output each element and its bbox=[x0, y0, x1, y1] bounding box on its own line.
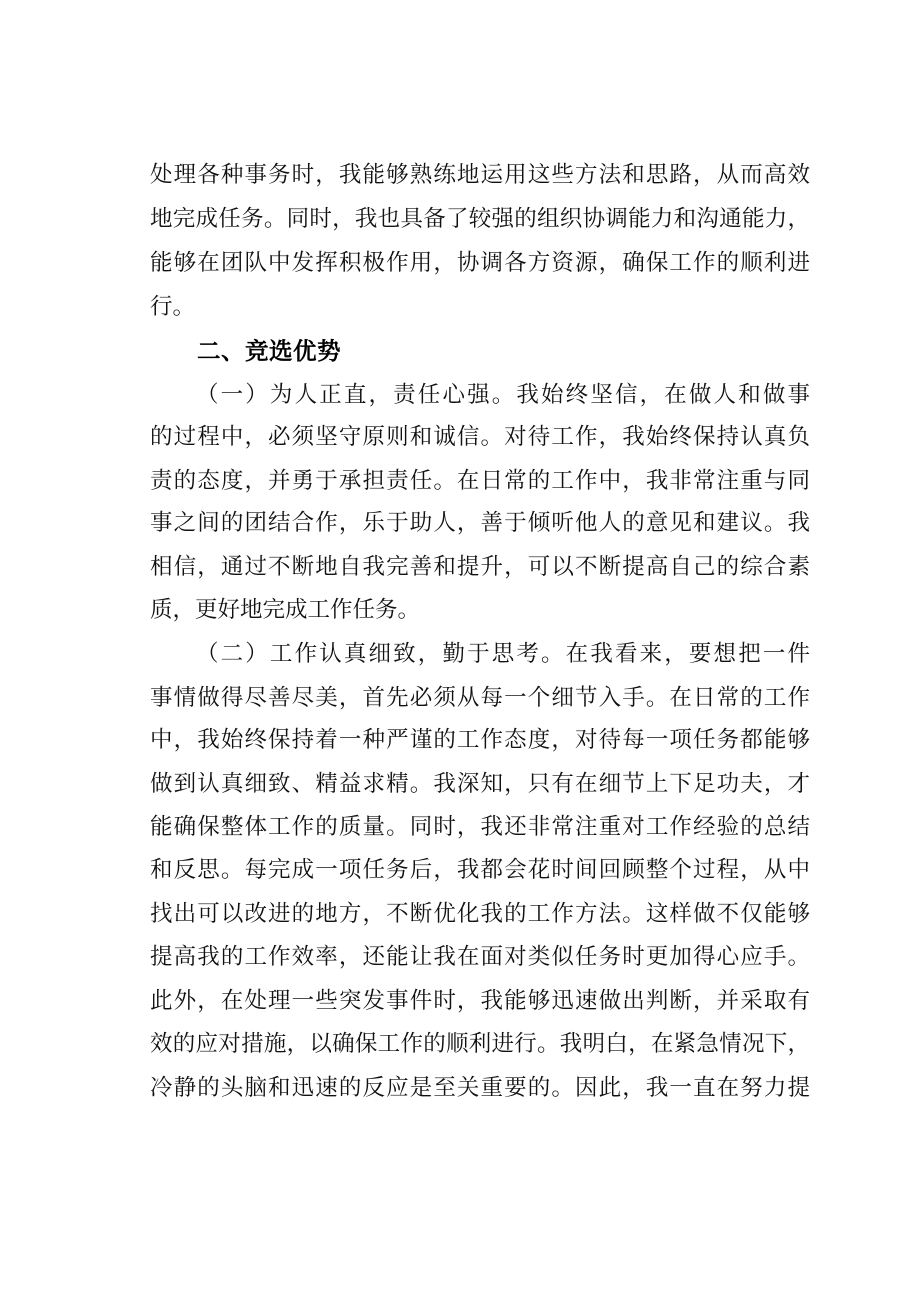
paragraph-line: 地完成任务。同时，我也具备了较强的组织协调能力和沟通能力， bbox=[150, 206, 810, 232]
paragraph-line: 事之间的团结合作，乐于助人，善于倾听他人的意见和建议。我 bbox=[150, 510, 810, 536]
section-heading: 二、竞选优势 bbox=[197, 337, 341, 365]
paragraph-line: 提高我的工作效率，还能让我在面对类似任务时更加得心应手。 bbox=[150, 944, 810, 970]
paragraph-line: 责的态度，并勇于承担责任。在日常的工作中，我非常注重与同 bbox=[150, 468, 810, 494]
paragraph-line: 冷静的头脑和迅速的反应是至关重要的。因此，我一直在努力提 bbox=[150, 1075, 810, 1101]
paragraph-line: 做到认真细致、精益求精。我深知，只有在细节上下足功夫，才 bbox=[150, 771, 810, 797]
paragraph-line: 中，我始终保持着一种严谨的工作态度，对待每一项任务都能够 bbox=[150, 727, 810, 753]
paragraph-line: 事情做得尽善尽美，首先必须从每一个细节入手。在日常的工作 bbox=[150, 685, 810, 711]
paragraph-line: 此外，在处理一些突发事件时，我能够迅速做出判断，并采取有 bbox=[150, 988, 810, 1014]
paragraph-line: 处理各种事务时，我能够熟练地运用这些方法和思路，从而高效 bbox=[150, 162, 810, 188]
paragraph-line: 的过程中，必须坚守原则和诚信。对待工作，我始终保持认真负 bbox=[150, 424, 810, 450]
paragraph-line: （一）为人正直，责任心强。我始终坚信，在做人和做事 bbox=[196, 382, 810, 408]
paragraph-line: 能够在团队中发挥积极作用，协调各方资源，确保工作的顺利进 bbox=[150, 250, 810, 276]
paragraph-line: 和反思。每完成一项任务后，我都会花时间回顾整个过程，从中 bbox=[150, 857, 810, 883]
paragraph-line: （二）工作认真细致，勤于思考。在我看来，要想把一件 bbox=[196, 641, 810, 667]
paragraph-line: 质，更好地完成工作任务。 bbox=[150, 597, 421, 623]
paragraph-line: 相信，通过不断地自我完善和提升，可以不断提高自己的综合素 bbox=[150, 554, 810, 580]
paragraph-line: 能确保整体工作的质量。同时，我还非常注重对工作经验的总结 bbox=[150, 814, 810, 840]
paragraph-line: 效的应对措施，以确保工作的顺利进行。我明白，在紧急情况下， bbox=[150, 1031, 810, 1057]
paragraph-line: 行。 bbox=[150, 294, 196, 320]
paragraph-line: 找出可以改进的地方，不断优化我的工作方法。这样做不仅能够 bbox=[150, 901, 810, 927]
